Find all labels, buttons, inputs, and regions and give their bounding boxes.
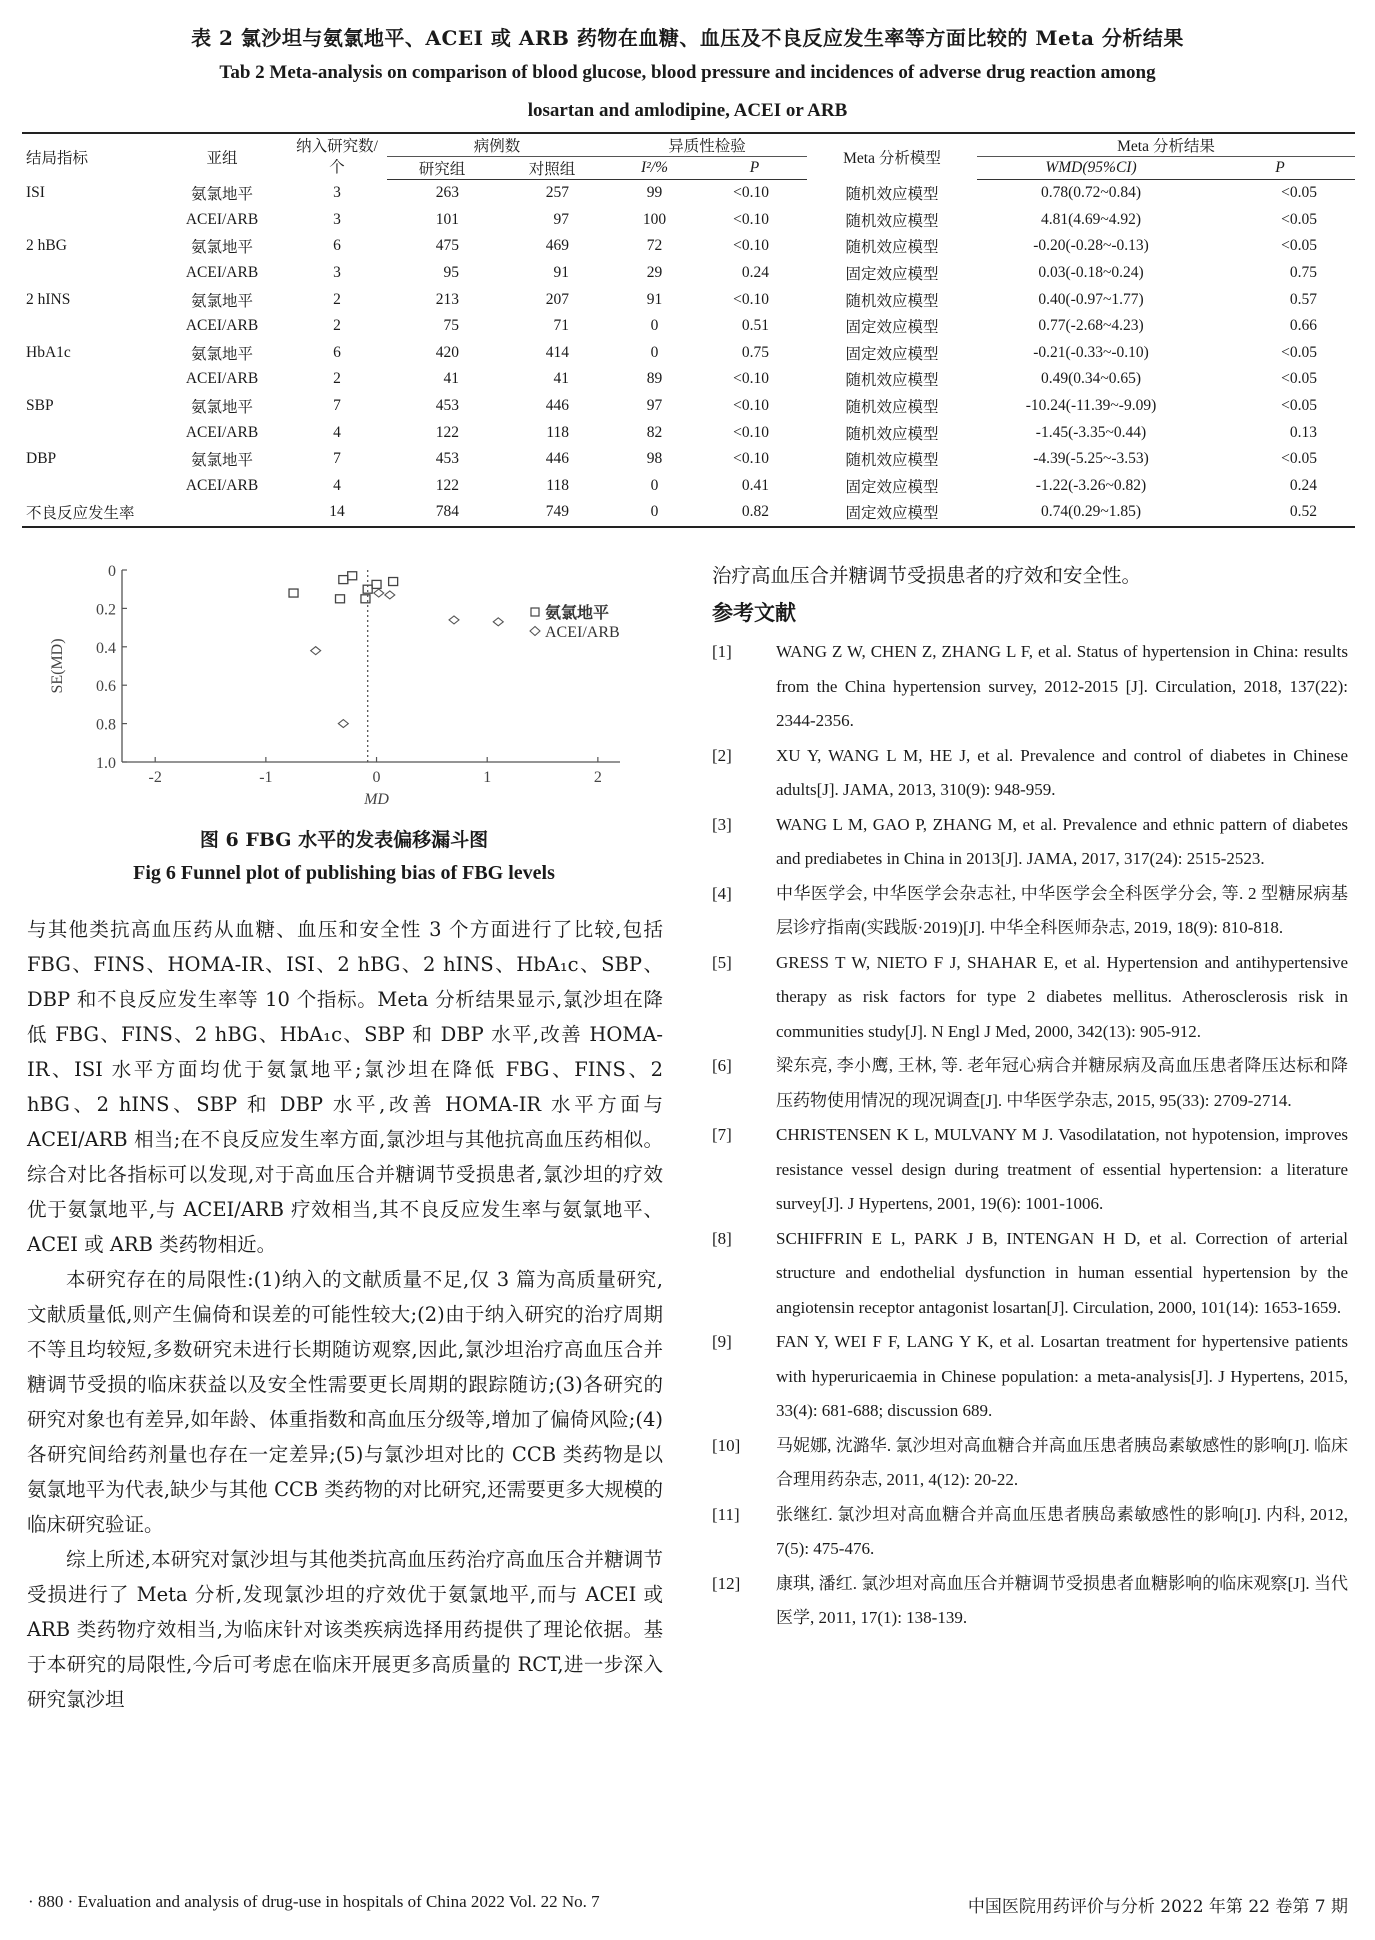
- cell-p-het: <0.10: [733, 290, 769, 308]
- cell-p-meta: <0.05: [1281, 343, 1317, 361]
- body-left-column: [27, 912, 663, 1717]
- legend-label: ACEI/ARB: [545, 624, 620, 641]
- cell-wmd: 0.77(-2.68~4.23): [1038, 317, 1144, 335]
- cell-model: 随机效应模型: [845, 186, 939, 204]
- cell-i2: 72: [646, 237, 663, 255]
- cell-study-group: 75: [443, 317, 459, 335]
- cell-p-meta: <0.05: [1281, 450, 1317, 468]
- reference-number: [2]: [712, 745, 732, 765]
- cell-model: 随机效应模型: [845, 212, 939, 230]
- cell-study-group: 263: [435, 184, 459, 202]
- cell-outcome: DBP: [26, 450, 57, 468]
- cell-p-meta: <0.05: [1281, 237, 1317, 255]
- table-row: [22, 313, 1355, 340]
- reference-text: XU Y, WANG L M, HE J, et al. Prevalence and control of diabetes in Chinese adults[J]. JAMA, 2013, 310(9): 948-959.: [776, 745, 1348, 799]
- y-tick-label: 0.2: [96, 601, 116, 619]
- cell-p-meta: 0.13: [1289, 423, 1317, 441]
- reference-text: 马妮娜, 沈潞华. 氯沙坦对高血糖合并高血压患者胰岛素敏感性的影响[J]. 临床合理用药杂志, 2011, 4(12): 20-22.: [776, 1435, 1348, 1489]
- cell-model: 随机效应模型: [845, 399, 939, 417]
- footer-left: · 880 · Evaluation and analysis of drug-use in hospitals of China 2022 Vol. 22 No. 7: [28, 1892, 600, 1911]
- table-row: [22, 260, 1355, 287]
- cell-outcome: [22, 207, 157, 234]
- cell-model: 固定效应模型: [845, 266, 939, 284]
- header-control-group: 对照组: [497, 157, 607, 180]
- cell-study-group: 420: [435, 343, 459, 361]
- x-tick-label: -2: [148, 769, 162, 786]
- cell-subgroup: 氨氯地平: [190, 399, 253, 417]
- table-caption-en-line1: Tab 2 Meta-analysis on comparison of blood glucose, blood pressure and incidences of adverse drug reaction among: [219, 62, 1156, 83]
- reference-number: [3]: [712, 814, 732, 834]
- cell-subgroup: 氨氯地平: [190, 345, 253, 363]
- cell-subgroup: ACEI/ARB: [185, 317, 259, 335]
- reference-text: CHRISTENSEN K L, MULVANY M J. Vasodilatation, not hypotension, improves resistance vessel design during treatment of essential hypertension: a literature survey[J]. J Hypertens, 2001, 19(6): 1001-1006.: [776, 1125, 1348, 1213]
- funnel-plot-svg: [40, 550, 660, 810]
- header-model: Meta 分析模型: [843, 149, 941, 167]
- cell-subgroup: ACEI/ARB: [185, 370, 259, 388]
- reference-item: [712, 739, 1348, 808]
- cell-p-meta: <0.05: [1281, 210, 1317, 228]
- cell-p-het: <0.10: [733, 397, 769, 415]
- figure-caption-zh: 图 6 FBG 水平的发表偏移漏斗图: [199, 829, 489, 851]
- data-point-diamond: [385, 591, 395, 599]
- cell-n-studies: 7: [333, 450, 341, 468]
- cell-i2: 0: [650, 317, 659, 335]
- reference-number: [8]: [712, 1228, 732, 1248]
- cell-wmd: 4.81(4.69~4.92): [1040, 210, 1142, 228]
- cell-p-het: 0.24: [741, 264, 769, 282]
- reference-text: 中华医学会, 中华医学会杂志社, 中华医学会全科医学分会, 等. 2 型糖尿病基层诊疗指南(实践版·2019)[J]. 中华全科医师杂志, 2019, 18(9): 810-818.: [776, 883, 1348, 937]
- cell-outcome: ISI: [26, 184, 45, 202]
- cell-control-group: 446: [545, 397, 569, 415]
- cell-p-meta: <0.05: [1281, 397, 1317, 415]
- cell-outcome: HbA1c: [26, 343, 71, 361]
- header-n-studies: 纳入研究数/个: [296, 137, 378, 176]
- header-p-het: P: [702, 157, 807, 180]
- reference-item: [712, 1567, 1348, 1636]
- table-row: [22, 340, 1355, 367]
- cell-subgroup: [157, 499, 287, 527]
- cell-model: 固定效应模型: [845, 345, 939, 363]
- cell-model: 随机效应模型: [845, 292, 939, 310]
- reference-item: [712, 1049, 1348, 1118]
- cell-wmd: -0.21(-0.33~-0.10): [1033, 343, 1149, 361]
- header-outcome: 结局指标: [26, 149, 89, 167]
- cell-subgroup: ACEI/ARB: [185, 476, 259, 494]
- cell-control-group: 207: [545, 290, 569, 308]
- table-row: [22, 366, 1355, 393]
- reference-text: 康琪, 潘红. 氯沙坦对高血压合并糖调节受损患者血糖影响的临床观察[J]. 当代医学, 2011, 17(1): 138-139.: [776, 1573, 1348, 1627]
- reference-number: [5]: [712, 952, 732, 972]
- cell-study-group: 95: [443, 264, 459, 282]
- cell-i2: 82: [646, 423, 663, 441]
- table-caption-zh: 表 2 氯沙坦与氨氯地平、ACEI 或 ARB 药物在血糖、血压及不良反应发生率等方面比较的 Meta 分析结果: [191, 26, 1184, 50]
- legend-label: 氨氯地平: [545, 605, 610, 622]
- table-row: [22, 473, 1355, 500]
- figure-caption-en: Fig 6 Funnel plot of publishing bias of FBG levels: [133, 862, 555, 884]
- cell-i2: 29: [646, 264, 663, 282]
- y-tick-label: 1.0: [96, 755, 116, 772]
- cell-wmd: 0.03(-0.18~0.24): [1038, 264, 1144, 282]
- cell-model: 随机效应模型: [845, 425, 939, 443]
- body-paragraph: 与其他类抗高血压药从血糖、血压和安全性 3 个方面进行了比较,包括 FBG、FINS、HOMA-IR、ISI、2 hBG、2 hINS、HbA₁c、SBP、DBP 和不良反应发生率等 10 个指标。Meta 分析结果显示,氯沙坦在降低 FBG、FINS、2 hBG、HbA₁c、SBP 和 DBP 水平,改善 HOMA-IR、ISI 水平方面均优于氨氯地平;氯沙坦在降低 FBG、FINS、2 hBG、2 hINS、SBP 和 DBP 水平,改善 HOMA-IR 水平方面与 ACEI/ARB 相当;在不良反应发生率方面,氯沙坦与其他抗高血压药相似。综合对比各指标可以发现,对于高血压合并糖调节受损患者,氯沙坦的疗效优于氨氯地平,与 ACEI/ARB 疗效相当,其不良反应发生率与氨氯地平、ACEI 或 ARB 类药物相近。: [27, 918, 663, 1256]
- reference-item: [712, 1325, 1348, 1429]
- cell-outcome: [22, 313, 157, 340]
- cell-i2: 89: [646, 370, 663, 388]
- reference-number: [6]: [712, 1056, 732, 1075]
- cell-outcome: 不良反应发生率: [26, 505, 135, 523]
- cell-control-group: 257: [545, 184, 569, 202]
- cell-p-meta: <0.05: [1281, 370, 1317, 388]
- cell-outcome: 2 hBG: [26, 237, 67, 255]
- cell-i2: 0: [650, 343, 659, 361]
- cell-subgroup: ACEI/ARB: [185, 210, 259, 228]
- legend-diamond-icon: [530, 627, 540, 636]
- y-tick-label: 0.4: [96, 639, 116, 657]
- data-point-square: [289, 589, 298, 597]
- cell-wmd: 0.74(0.29~1.85): [1040, 503, 1142, 521]
- reference-number: [12]: [712, 1573, 741, 1593]
- table-caption-en-line2: losartan and amlodipine, ACEI or ARB: [527, 100, 848, 121]
- cell-p-het: 0.41: [741, 476, 769, 494]
- meta-analysis-table: [22, 132, 1355, 528]
- cell-p-meta: 0.57: [1289, 290, 1317, 308]
- header-heterogeneity: 异质性检验: [607, 133, 807, 157]
- cell-control-group: 91: [553, 264, 569, 282]
- cell-n-studies: 3: [333, 184, 341, 202]
- cell-outcome: 2 hINS: [26, 290, 71, 308]
- cell-model: 随机效应模型: [845, 452, 939, 470]
- cell-wmd: -1.22(-3.26~0.82): [1035, 476, 1147, 494]
- data-point-diamond: [338, 720, 348, 728]
- x-tick-label: -1: [259, 769, 273, 786]
- cell-outcome: SBP: [26, 397, 54, 415]
- data-point-square: [348, 572, 357, 580]
- cell-n-studies: 3: [333, 264, 341, 282]
- reference-item: [712, 1118, 1348, 1222]
- reference-text: WANG L M, GAO P, ZHANG M, et al. Prevalence and ethnic pattern of diabetes and prediabetes in China in 2013[J]. JAMA, 2017, 317(24): 2515-2523.: [776, 814, 1348, 868]
- reference-text: WANG Z W, CHEN Z, ZHANG L F, et al. Status of hypertension in China: results from the China hypertension survey, 2012-2015 [J]. Circulation, 2018, 137(22): 2344-2356.: [776, 642, 1348, 730]
- cell-n-studies: 14: [329, 503, 345, 521]
- reference-number: [11]: [712, 1504, 740, 1524]
- reference-item: [712, 1222, 1348, 1326]
- reference-list: [712, 635, 1348, 1636]
- x-tick-label: 2: [593, 769, 602, 786]
- cell-wmd: 0.49(0.34~0.65): [1040, 370, 1142, 388]
- cell-control-group: 41: [553, 370, 569, 388]
- table-row: [22, 446, 1355, 473]
- cell-n-studies: 3: [333, 210, 341, 228]
- data-point-diamond: [374, 589, 384, 597]
- cell-p-het: 0.51: [741, 317, 769, 335]
- cell-n-studies: 7: [333, 397, 341, 415]
- reference-item: [712, 877, 1348, 946]
- header-p-meta: P: [1205, 157, 1355, 180]
- cell-model: 固定效应模型: [845, 478, 939, 496]
- data-point-square: [372, 580, 381, 588]
- cell-n-studies: 6: [333, 343, 341, 361]
- reference-text: GRESS T W, NIETO F J, SHAHAR E, et al. Hypertension and antihypertensive therapy as risk factors for type 2 diabetes mellitus. Atherosclerosis risk in communities study[J]. N Engl J Med, 2000, 342(13): 905-912.: [776, 952, 1348, 1041]
- cell-outcome: [22, 260, 157, 287]
- cell-p-meta: 0.75: [1289, 264, 1317, 282]
- reference-item: [712, 808, 1348, 877]
- reference-text: 张继红. 氯沙坦对高血糖合并高血压患者胰岛素敏感性的影响[J]. 内科, 2012, 7(5): 475-476.: [776, 1504, 1348, 1558]
- cell-model: 固定效应模型: [845, 319, 939, 337]
- table-row: [22, 207, 1355, 234]
- cell-p-het: <0.10: [733, 450, 769, 468]
- reference-item: [712, 1498, 1348, 1567]
- body-right-column: [712, 558, 1348, 1636]
- reference-number: [9]: [712, 1332, 732, 1351]
- reference-text: FAN Y, WEI F F, LANG Y K, et al. Losartan treatment for hypertensive patients with hyperuricaemia in Chinese population: a meta-analysis[J]. J Hypertens, 2015, 33(4): 681-688; discussion 689.: [776, 1332, 1348, 1420]
- cell-subgroup: ACEI/ARB: [185, 423, 259, 441]
- legend-square-icon: [531, 608, 539, 616]
- reference-item: [712, 946, 1348, 1050]
- cell-model: 固定效应模型: [845, 505, 939, 523]
- cell-outcome: [22, 419, 157, 446]
- reference-text: SCHIFFRIN E L, PARK J B, INTENGAN H D, et al. Correction of arterial structure and endothelial dysfunction in human essential hypertension by the angiotensin receptor antagonist losartan[J]. Circulation, 2000, 101(14): 1653-1659.: [776, 1228, 1348, 1317]
- cell-wmd: 0.78(0.72~0.84): [1040, 184, 1142, 202]
- cell-wmd: -0.20(-0.28~-0.13): [1033, 237, 1149, 255]
- funnel-plot: [40, 550, 660, 810]
- cell-study-group: 213: [435, 290, 459, 308]
- cell-wmd: -10.24(-11.39~-9.09): [1025, 397, 1157, 415]
- cell-p-meta: <0.05: [1281, 184, 1317, 202]
- cell-control-group: 414: [545, 343, 569, 361]
- reference-number: [4]: [712, 883, 732, 903]
- cell-study-group: 475: [435, 237, 459, 255]
- cell-p-meta: 0.52: [1289, 503, 1317, 521]
- cell-subgroup: ACEI/ARB: [185, 264, 259, 282]
- header-study-group: 研究组: [387, 157, 497, 180]
- cell-control-group: 118: [546, 423, 569, 441]
- cell-wmd: -4.39(-5.25~-3.53): [1033, 450, 1149, 468]
- header-i2: I²/%: [607, 157, 702, 180]
- cell-subgroup: 氨氯地平: [190, 186, 253, 204]
- cell-n-studies: 2: [333, 317, 341, 335]
- cell-p-het: <0.10: [733, 423, 769, 441]
- reference-text: 梁东亮, 李小鹰, 王林, 等. 老年冠心病合并糖尿病及高血压患者降压达标和降压药物使用情况的现况调查[J]. 中华医学杂志, 2015, 95(33): 2709-2714.: [776, 1056, 1348, 1110]
- y-tick-label: 0: [108, 563, 116, 580]
- table-row: [22, 499, 1355, 527]
- cell-model: 随机效应模型: [845, 372, 939, 390]
- cell-study-group: 122: [435, 423, 459, 441]
- y-axis-label: SE(MD): [49, 638, 66, 694]
- y-tick-label: 0.8: [96, 716, 116, 734]
- cell-wmd: 0.40(-0.97~1.77): [1038, 290, 1144, 308]
- cell-subgroup: 氨氯地平: [190, 292, 253, 310]
- cell-study-group: 453: [435, 450, 459, 468]
- cell-p-het: <0.10: [733, 237, 769, 255]
- reference-number: [1]: [712, 642, 732, 661]
- cell-n-studies: 4: [333, 423, 341, 441]
- cell-study-group: 101: [435, 210, 459, 228]
- cell-control-group: 97: [553, 210, 569, 228]
- cell-outcome: [22, 366, 157, 393]
- table-row: [22, 286, 1355, 313]
- cell-n-studies: 6: [333, 237, 341, 255]
- cell-control-group: 469: [545, 237, 569, 255]
- cell-control-group: 749: [545, 503, 569, 521]
- table-row: [22, 393, 1355, 420]
- cell-control-group: 118: [546, 476, 569, 494]
- reference-number: [10]: [712, 1435, 741, 1455]
- cell-i2: 0: [650, 476, 659, 494]
- table-row: [22, 419, 1355, 446]
- cell-i2: 0: [650, 503, 659, 521]
- cell-p-het: <0.10: [733, 370, 769, 388]
- cell-p-het: 0.82: [741, 503, 769, 521]
- cell-study-group: 41: [443, 370, 459, 388]
- body-paragraph: 综上所述,本研究对氯沙坦与其他类抗高血压药治疗高血压合并糖调节受损进行了 Meta 分析,发现氯沙坦的疗效优于氨氯地平,而与 ACEI 或 ARB 类药物疗效相当,为临床针对该类疾病选择用药提供了理论依据。基于本研究的局限性,今后可考虑在临床开展更多高质量的 RCT,进一步深入研究氯沙坦: [27, 1548, 663, 1711]
- cell-study-group: 453: [435, 397, 459, 415]
- cell-model: 随机效应模型: [845, 239, 939, 257]
- table-row: [22, 233, 1355, 260]
- header-wmd: WMD(95%CI): [977, 157, 1205, 180]
- cell-subgroup: 氨氯地平: [190, 239, 253, 257]
- reference-item: [712, 1429, 1348, 1498]
- x-tick-label: 1: [483, 769, 492, 786]
- cell-p-meta: 0.66: [1289, 317, 1317, 335]
- data-point-square: [336, 595, 345, 603]
- references-heading: 参考文献: [712, 600, 796, 625]
- cell-control-group: 71: [553, 317, 569, 335]
- cell-i2: 91: [646, 290, 663, 308]
- header-subgroup: 亚组: [206, 149, 238, 167]
- data-point-diamond: [493, 618, 503, 626]
- cell-i2: 100: [642, 210, 667, 228]
- cell-wmd: -1.45(-3.35~0.44): [1035, 423, 1147, 441]
- cell-n-studies: 2: [333, 370, 341, 388]
- cell-subgroup: 氨氯地平: [190, 452, 253, 470]
- data-point-diamond: [449, 616, 459, 624]
- cell-i2: 97: [646, 397, 663, 415]
- header-meta-result: Meta 分析结果: [977, 133, 1355, 157]
- cell-study-group: 122: [435, 476, 459, 494]
- x-tick-label: 0: [372, 769, 381, 786]
- cell-control-group: 446: [545, 450, 569, 468]
- cell-study-group: 784: [435, 503, 459, 521]
- cell-outcome: [22, 473, 157, 500]
- data-point-square: [361, 595, 370, 603]
- cell-n-studies: 4: [333, 476, 341, 494]
- cell-p-het: <0.10: [733, 210, 769, 228]
- reference-item: [712, 635, 1348, 739]
- table-row: [22, 180, 1355, 207]
- footer-right: 中国医院用药评价与分析 2022 年第 22 卷第 7 期: [967, 1897, 1348, 1917]
- body-paragraph: 本研究存在的局限性:(1)纳入的文献质量不足,仅 3 篇为高质量研究,文献质量低,则产生偏倚和误差的可能性较大;(2)由于纳入研究的治疗周期不等且均较短,多数研究未进行长期随访观察,因此,氯沙坦治疗高血压合并糖调节受损的临床获益以及安全性需要更长周期的跟踪随访;(3)各研究的研究对象也有差异,如年龄、体重指数和高血压分级等,增加了偏倚风险;(4)各研究间给药剂量也存在一定差异;(5)与氯沙坦对比的 CCB 类药物是以氨氯地平为代表,缺少与其他 CCB 类药物的对比研究,还需要更多大规模的临床研究验证。: [27, 1268, 663, 1536]
- header-cases: 病例数: [387, 133, 607, 157]
- data-point-diamond: [311, 647, 321, 655]
- cell-i2: 98: [646, 450, 663, 468]
- cell-n-studies: 2: [333, 290, 341, 308]
- body-continuation: 治疗高血压合并糖调节受损患者的疗效和安全性。: [712, 564, 1142, 587]
- cell-i2: 99: [646, 184, 663, 202]
- cell-p-het: <0.10: [733, 184, 769, 202]
- cell-p-het: 0.75: [741, 343, 769, 361]
- y-tick-label: 0.6: [96, 678, 116, 696]
- x-axis-label: MD: [364, 791, 389, 808]
- data-point-square: [339, 576, 348, 584]
- data-point-square: [389, 578, 398, 586]
- reference-number: [7]: [712, 1125, 732, 1144]
- cell-p-meta: 0.24: [1289, 476, 1317, 494]
